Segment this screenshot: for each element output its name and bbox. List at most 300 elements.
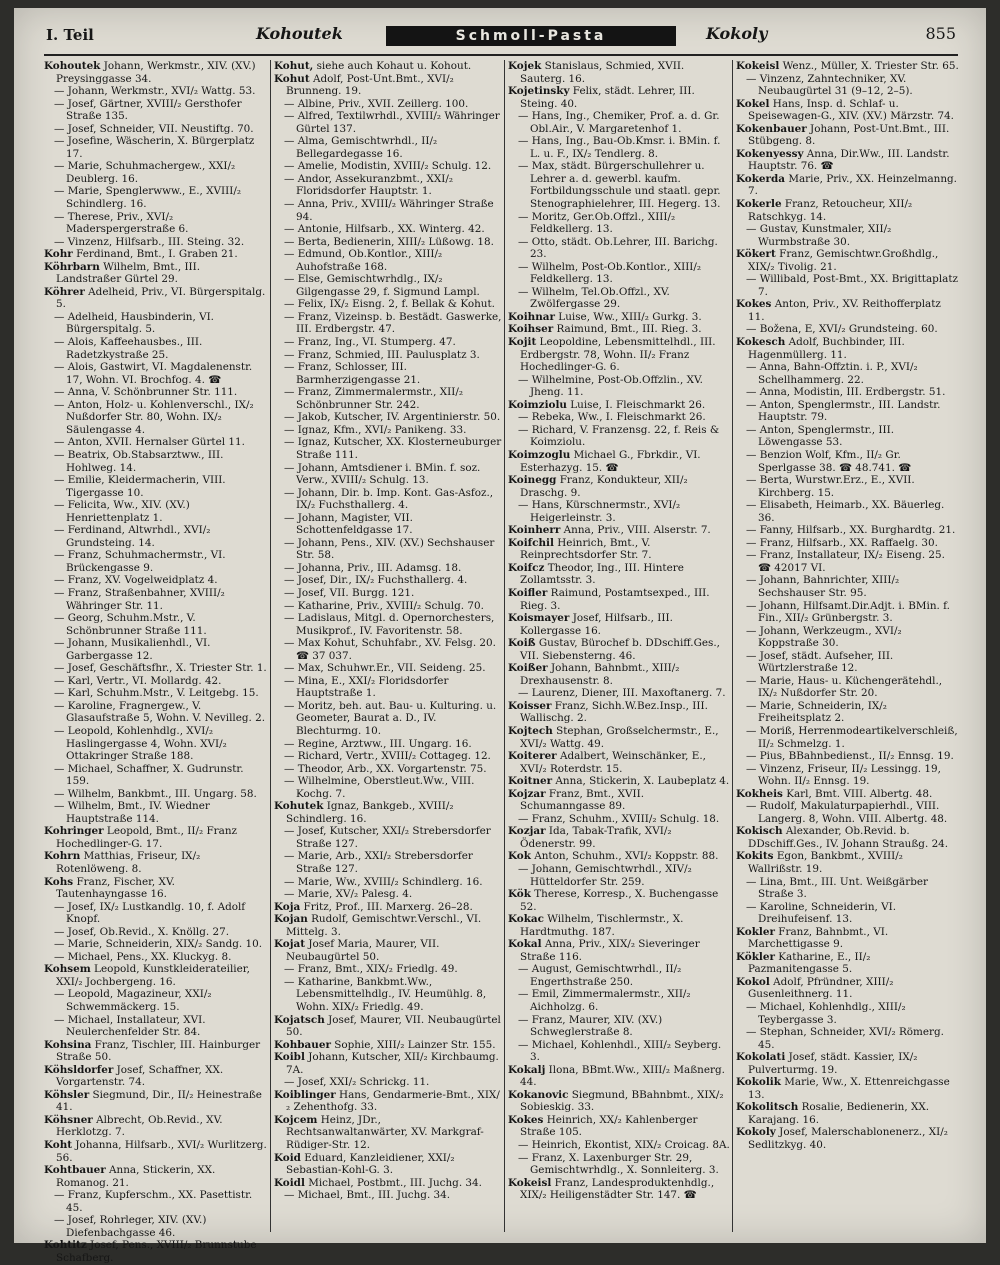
entry-details: — Franz, Kupferschm., XX. Pasettistr. 45. (54, 1189, 253, 1214)
directory-entry (44, 336, 268, 361)
directory-entry (274, 236, 502, 249)
entry-details: — Vinzenz, Zahntechniker, XV. Neubaugürtel 31 (9–12, 2–5). (746, 72, 913, 98)
entry-details: — Anna, Priv., XVIII/₂ Währinger Straße 94. (284, 198, 494, 223)
directory-entry (736, 336, 960, 361)
directory-entry (508, 913, 730, 938)
entry-surname: Koifler (508, 586, 548, 599)
directory-entry (274, 825, 502, 850)
entry-details: Wenz., Müller, X. Triester Str. 65. (779, 60, 959, 72)
directory-entry (274, 73, 502, 98)
entry-details: Heinz, JDr., Rechtsanwaltanwärter, XV. Markgraf-Rüdiger-Str. 12. (286, 1113, 484, 1152)
entry-surname: Kozjar (508, 825, 546, 838)
directory-entry (736, 173, 960, 198)
entry-details: Josef, Schaffner, XX. Vorgartenstr. 74. (56, 1063, 224, 1089)
entry-details: — Johann, Gemischtwrhdl., XIV/₂ Hütteldorfer Str. 259. (518, 863, 692, 888)
entry-details: Stephan, Großselchermstr., E., XVI/₂ Wattg. 49. (520, 724, 719, 750)
directory-entry (44, 549, 268, 574)
directory-entry (736, 474, 960, 499)
directory-entry (736, 499, 960, 524)
entry-surname: Kojatsch (274, 1013, 325, 1026)
entry-details: Stanislaus, Schmied, XVII. Sauterg. 16. (520, 60, 685, 85)
entry-details: — Marie, Spenglerwww., E., XVIII/₂ Schindlerg. 16. (54, 185, 242, 211)
directory-page (14, 8, 986, 1264)
column-2 (274, 60, 502, 1235)
entry-details: — Laurenz, Diener, III. Maxoftanerg. 7. (518, 687, 726, 700)
entry-details: — Moriß, Herrenmodeartikelverschleiß, II/₂ Schmelzg. 1. (746, 724, 958, 750)
entry-details: Anton, Priv., XV. Reithofferplatz 11. (748, 298, 941, 323)
entry-details: — Johann, Hilfsamt.Dir.Adjt. i. BMin. f. Fin., XII/₂ Grünbergstr. 3. (746, 599, 950, 625)
entry-details: — Marie, Schneiderin, IX/₂ Freiheitsplatz 2. (746, 699, 887, 725)
entry-details: — Franz, Schuhm., XVIII/₂ Schulg. 18. (518, 812, 720, 825)
directory-entry (44, 386, 268, 399)
entry-details: — Božena, E, XVI/₂ Grundsteing. 60. (746, 323, 938, 336)
entry-details: — Wilhelm, Bmt., IV. Wiedner Hauptstraße 114. (54, 800, 210, 825)
directory-entry (44, 1139, 268, 1164)
directory-entry (274, 1152, 502, 1177)
entry-surname: Kohbauer (274, 1038, 331, 1051)
entry-details: Franz, Gemischtwr.Großhdlg., XIX/₂ Tivolig. 21. (748, 248, 939, 273)
entry-surname: Koht (44, 1139, 73, 1152)
directory-entry (274, 738, 502, 751)
directory-entry (44, 637, 268, 662)
entry-details: Anna, Dir.Ww., III. Landstr. Hauptstr. 76. ☎ (748, 147, 950, 173)
directory-entry (274, 876, 502, 889)
directory-entry (508, 1039, 730, 1064)
entry-surname: Koismayer (508, 612, 570, 625)
entry-surname: Kokenyessy (736, 147, 804, 160)
entry-surname: Kokler (736, 925, 775, 938)
entry-details: — Michael, Kohlenhdlg., XIII/₂ Teybergasse 3. (746, 1001, 906, 1026)
entry-surname: Koimziolu (508, 398, 567, 411)
entry-details: Karl, Bmt. VIII. Albertg. 48. (782, 787, 933, 800)
page-number: 855 (925, 24, 956, 43)
entry-details: — Emil, Zimmermalermstr., XII/₂ Aichholzg. 6. (518, 988, 691, 1014)
entry-details: Therese, Korresp., X. Buchengasse 52. (520, 888, 719, 913)
entry-details: — Berta, Wurstwr.Erz., E., XVII. Kirchberg. 15. (746, 474, 915, 499)
entry-details: — Anna, Bahn-Offztin. i. P., XVI/₂ Schellhammerg. 22. (746, 361, 918, 386)
directory-entry (508, 311, 730, 324)
directory-entry (274, 298, 502, 311)
entry-details: — Berta, Bedienerin, XIII/₂ Lüßowg. 18. (284, 235, 494, 248)
directory-entry (44, 612, 268, 637)
directory-entry (736, 148, 960, 173)
entry-details: — Vinzenz, Friseur, II/₂ Lessingg. 19, Wohn. II/₂ Ennsg. 19. (746, 762, 941, 788)
entry-details: Marie, Ww., X. Ettenreichgasse 13. (748, 1076, 950, 1101)
entry-details: — Moritz, Ger.Ob.Offzl., XIII/₂ Feldkellerg. 13. (518, 210, 676, 236)
entry-details: — Johann, Bahnrichter, XIII/₂ Sechshauser Str. 95. (746, 574, 900, 599)
entry-details: — Josef, Rohrleger, XIV. (XV.) Diefenbachgasse 46. (54, 1214, 207, 1239)
directory-entry (274, 1076, 502, 1089)
directory-entry (274, 273, 502, 298)
entry-surname: Kohut (274, 72, 310, 85)
entry-surname: Kohtitz (44, 1239, 87, 1252)
entry-details: — Mina, E., XXI/₂ Floridsdorfer Hauptstraße 1. (284, 674, 449, 700)
entry-details: — Amelie, Modistin, XVIII/₂ Schulg. 12. (284, 160, 492, 173)
directory-entry (508, 825, 730, 850)
directory-entry (274, 512, 502, 537)
entry-details: — Marie, Schneiderin, XIX/₂ Sandg. 10. (54, 938, 263, 951)
entry-details: Gustav, Bürochef b. DDschiff.Ges., VII. Siebensterng. 46. (520, 637, 720, 662)
entry-details: Anna, Stickerin, XX. Romanog. 21. (56, 1164, 216, 1189)
directory-entry (508, 537, 730, 562)
directory-entry (44, 574, 268, 587)
directory-entry (44, 123, 268, 136)
entry-surname: Kojetinsky (508, 85, 570, 98)
column-1 (44, 60, 268, 1264)
entry-details: — Johann, Amtsdiener i. BMin. f. soz. Verw., XVIII/₂ Schulg. 13. (284, 461, 481, 487)
directory-entry (274, 336, 502, 349)
directory-entry (44, 499, 268, 524)
entry-details: — Josef, städt. Aufseher, III. Würtzlerstraße 12. (746, 649, 894, 675)
directory-entry (508, 562, 730, 587)
entry-surname: Koihser (508, 323, 554, 336)
entry-details: — Richard, V. Franzensg. 22, f. Reis & Koimziolu. (518, 423, 720, 449)
entry-details: Franz, Sichh.W.Bez.Insp., III. Wallischg. 2. (520, 699, 708, 725)
directory-entry (736, 449, 960, 474)
entry-details: — Franz, Ing., VI. Stumperg. 47. (284, 336, 456, 349)
directory-entry (44, 687, 268, 700)
directory-entry (736, 926, 960, 951)
directory-entry (274, 675, 502, 700)
entry-details: — Georg, Schuhm.Mstr., V. Schönbrunner Straße 111. (54, 612, 207, 637)
directory-entry (44, 1164, 268, 1189)
entry-surname: Koidl (274, 1176, 305, 1189)
directory-entry (508, 863, 730, 888)
entry-details: — Franz, Bmt., XIX/₂ Friedlg. 49. (284, 963, 458, 976)
directory-entry (274, 612, 502, 637)
directory-entry (508, 888, 730, 913)
entry-details: Heinrich, Bmt., V. Reinprechtsdorfer Str. 7. (520, 536, 652, 562)
entry-surname: Kokes (736, 298, 772, 311)
directory-entry (736, 248, 960, 273)
entry-details: — Josef, Dir., IX/₂ Fuchsthallerg. 4. (284, 574, 468, 587)
directory-entry (508, 1089, 730, 1114)
entry-surname: Koisser (508, 699, 552, 712)
entry-details: — Michael, Schaffner, X. Gudrunstr. 159. (54, 762, 244, 788)
entry-details: — Franz, Hilfsarb., XX. Raffaelg. 30. (746, 536, 938, 549)
entry-details: — Josef, Schneider, VII. Neustiftg. 70. (54, 122, 254, 135)
directory-entry (736, 763, 960, 788)
entry-details: — Ladislaus, Mitgl. d. Opernorchesters, Musikprof., IV. Favoritenstr. 58. (284, 612, 495, 637)
entry-details: — Regine, Arztww., III. Ungarg. 16. (284, 737, 472, 750)
entry-details: — Hans, Kürschnermstr., XVI/₂ Heigerleinstr. 3. (518, 499, 681, 524)
entry-details: Egon, Bankbmt., XVIII/₂ Wallrißstr. 19. (748, 850, 903, 875)
directory-entry (44, 876, 268, 901)
entry-details: — Jakob, Kutscher, IV. Argentinierstr. 50. (284, 411, 501, 424)
directory-entry (274, 637, 502, 662)
entry-details: Siegmund, BBahnbmt., XIX/₂ Sobieskig. 33. (520, 1088, 724, 1114)
entry-details: Johann, Werkmstr., XIV. (XV.) Preysinggasse 34. (56, 60, 256, 85)
entry-surname: Kohringer (44, 825, 104, 838)
directory-entry (508, 1152, 730, 1177)
directory-entry (508, 135, 730, 160)
directory-entry (508, 963, 730, 988)
entry-details: — Pius, BBahnbedienst., II/₂ Ennsg. 19. (746, 750, 954, 763)
entry-details: Alexander, Ob.Revid. b. DDschiff.Ges., IV. Johann Straußg. 24. (748, 825, 949, 850)
directory-entry (736, 1101, 960, 1126)
directory-entry (736, 73, 960, 98)
entry-surname: Kokol (736, 975, 770, 988)
entry-details: — Karoline, Schneiderin, VI. Dreihufeisenf. 13. (746, 900, 897, 926)
entry-surname: Kohsem (44, 963, 91, 976)
entry-details: — August, Gemischtwrhdl., II/₂ Engerthstraße 250. (518, 963, 682, 988)
entry-details: Josef, Pens., XVIII/₂ Brunnstube Schafberg. (56, 1239, 257, 1264)
directory-entry (44, 436, 268, 449)
entry-details: — Ignaz, Kutscher, XX. Klosterneuburger Straße 111. (284, 436, 502, 461)
directory-entry (274, 349, 502, 362)
page-header (46, 24, 956, 50)
directory-entry (274, 587, 502, 600)
directory-entry (44, 800, 268, 825)
directory-entry (736, 750, 960, 763)
directory-entry (508, 662, 730, 687)
directory-entry (274, 386, 502, 411)
directory-entry (44, 675, 268, 688)
directory-entry (736, 700, 960, 725)
directory-entry (44, 1014, 268, 1039)
directory-entry (274, 600, 502, 613)
entry-surname: Koiblinger (274, 1088, 336, 1101)
directory-entry (736, 901, 960, 926)
entry-surname: Kokalj (508, 1063, 546, 1076)
entry-details: — Josef, Geschäftsfhr., X. Triester Str. 1. (54, 662, 267, 675)
directory-entry (44, 261, 268, 286)
directory-entry (508, 524, 730, 537)
entry-surname: Koifcz (508, 561, 545, 574)
entry-surname: Kojit (508, 336, 537, 349)
entry-details: Marie, Priv., XX. Heinzelmanng. 7. (748, 172, 957, 198)
entry-details: — Alma, Gemischtwrhdl., II/₂ Bellegardegasse 16. (284, 135, 438, 160)
entry-surname: Kökler (736, 950, 775, 963)
directory-entry (736, 951, 960, 976)
directory-entry (508, 60, 730, 85)
entry-details: — Franz, XV. Vogelweidplatz 4. (54, 574, 218, 587)
entry-details: — Marie, XV/₂ Palesg. 4. (284, 888, 413, 901)
entry-surname: Koifchil (508, 536, 554, 549)
entry-details: — Johanna, Priv., III. Adamsg. 18. (284, 561, 462, 574)
entry-details: Anna, Priv., XIX/₂ Sieveringer Straße 116. (520, 938, 700, 963)
entry-details: Leopold, Kunstkleiderateilier, XXI/₂ Jochbergeng. 16. (56, 963, 250, 988)
entry-details: — Franz, Schlosser, III. Barmherzigengasse 21. (284, 361, 421, 386)
directory-entry (508, 85, 730, 110)
last-guide-word: Kokoly (706, 24, 768, 43)
directory-entry (508, 788, 730, 813)
entry-surname: Koibl (274, 1051, 305, 1064)
entry-details: — Max, Schuhwr.Er., VII. Seideng. 25. (284, 662, 486, 675)
entry-details: Luise, I. Fleischmarkt 26. (566, 398, 706, 411)
entry-details: Hans, Insp. d. Schlaf- u. Speisewagen-G., XIV. (XV.) Märzstr. 74. (748, 97, 954, 123)
entry-details: Adolf, Pfründner, XIII/₂ Gusenleithnerg. 11. (748, 975, 894, 1001)
directory-entry (736, 1001, 960, 1026)
directory-entry (736, 1126, 960, 1151)
directory-entry (274, 537, 502, 562)
directory-entry (274, 938, 502, 963)
entry-details: — Franz, Vizeinsp. b. Bestädt. Gaswerke, III. Erdbergstr. 47. (284, 310, 502, 336)
column-4 (736, 60, 960, 1235)
directory-entry (44, 926, 268, 939)
entry-surname: Kokanovic (508, 1088, 569, 1101)
directory-entry (274, 888, 502, 901)
directory-entry (508, 750, 730, 775)
entry-details: Katharine, E., II/₂ Pazmanitengasse 5. (748, 950, 871, 976)
directory-entry (274, 173, 502, 198)
entry-details: Adalbert, Weinschänker, E., XVI/₂ Roterdstr. 15. (520, 750, 706, 775)
entry-surname: Kojat (274, 938, 306, 951)
directory-entry (508, 323, 730, 336)
entry-surname: Kohoutek (44, 60, 101, 72)
entry-details: — Elisabeth, Heimarb., XX. Bäuerleg. 36. (746, 499, 945, 524)
directory-entry (508, 1177, 730, 1202)
entry-surname: Kohs (44, 875, 74, 888)
entry-details: Franz, Landesproduktenhdlg., XIX/₂ Heiligenstädter Str. 147. ☎ (520, 1176, 715, 1202)
directory-entry (508, 687, 730, 700)
entry-details: — Rebeka, Ww., I. Fleischmarkt 26. (518, 411, 706, 424)
directory-entry (44, 474, 268, 499)
entry-details: — Anna, Modistin, III. Erdbergstr. 51. (746, 386, 946, 399)
entry-details: Ilona, BBmt.Ww., XIII/₂ Maßnerg. 44. (520, 1063, 725, 1089)
header-rule (44, 54, 958, 56)
directory-entry (44, 850, 268, 875)
entry-details: — Alois, Gastwirt, VI. Magdalenenstr. 17, Wohn. VI. Brochfog. 4. ☎ (54, 361, 253, 386)
entry-details: — Marie, Ww., XVIII/₂ Schindlerg. 16. (284, 875, 483, 888)
entry-details: — Karoline, Fragnergew., V. Glasaufstraße 5, Wohn. V. Nevilleg. 2. (54, 699, 266, 725)
directory-entry (44, 1114, 268, 1139)
entry-surname: Koinherr (508, 524, 561, 537)
directory-entry (508, 261, 730, 286)
directory-entry (508, 411, 730, 424)
directory-entry (736, 298, 960, 323)
directory-entry (274, 1114, 502, 1152)
entry-details: — Anna, V. Schönbrunner Str. 111. (54, 386, 238, 399)
directory-entry (274, 1177, 502, 1190)
directory-entry (274, 198, 502, 223)
directory-entry (44, 938, 268, 951)
entry-details: — Ferdinand, Altwrhdl., XVI/₂ Grundsteing. 14. (54, 524, 211, 549)
entry-details: Johanna, Hilfsarb., XVI/₂ Wurlitzerg. 56. (56, 1139, 267, 1164)
directory-entry (44, 160, 268, 185)
directory-entry (274, 562, 502, 575)
directory-entry (44, 700, 268, 725)
directory-entry (44, 963, 268, 988)
entry-details: — Franz, Installateur, IX/₂ Eiseng. 25. ☎ 42017 VI. (746, 549, 945, 574)
entry-details: Wilhelm, Bmt., III. Landstraßer Gürtel 29. (56, 260, 201, 286)
entry-surname: Kojan (274, 913, 308, 926)
entry-details: — Anton, Spenglermstr., III. Landstr. Hauptstr. 79. (746, 398, 941, 424)
entry-details: — Vinzenz, Hilfsarb., III. Steing. 32. (54, 235, 245, 248)
entry-details: Luise, Ww., XIII/₂ Gurkg. 3. (555, 310, 702, 323)
entry-surname: Koitner (508, 775, 553, 788)
directory-entry (736, 976, 960, 1001)
entry-details: Johann, Bahnbmt., XIII/₂ Drexhausenstr. 8. (520, 662, 680, 687)
entry-details: — Josef, VII. Burgg. 121. (284, 586, 415, 599)
entry-details: — Adelheid, Hausbinderin, VI. Bürgerspitalg. 5. (54, 310, 214, 336)
entry-details: — Franz, X. Laxenburger Str. 29, Gemischtwrhdlg., X. Sonnleiterg. 3. (518, 1151, 719, 1177)
entry-details: — Josef, IX/₂ Lustkandlg. 10, f. Adolf Knopf. (54, 900, 246, 926)
directory-entry (44, 825, 268, 850)
entry-details: Leopoldine, Lebensmittelhdl., III. Erdbergstr. 78, Wohn. II/₂ Franz Hochedlinger-G. 6. (520, 336, 716, 374)
directory-entry (508, 637, 730, 662)
directory-entry (274, 913, 502, 938)
directory-entry (736, 537, 960, 550)
entry-details: Michael G., Fbrkdir., VI. Esterhazyg. 15. ☎ (520, 448, 701, 474)
entry-details: Anna, Stickerin, X. Laubeplatz 4. (552, 775, 730, 788)
entry-details: — Lina, Bmt., III. Unt. Weißgärber Straße 3. (746, 875, 928, 901)
entry-surname: Kokerle (736, 198, 782, 211)
entry-surname: Kohr (44, 248, 73, 261)
directory-entry (508, 374, 730, 399)
directory-entry (274, 110, 502, 135)
directory-entry (508, 211, 730, 236)
entry-surname: Kokesch (736, 336, 786, 349)
directory-entry (274, 160, 502, 173)
directory-entry (508, 988, 730, 1013)
entry-surname: Kök (508, 888, 531, 901)
directory-entry (736, 600, 960, 625)
entry-details: Franz, Kondukteur, XII/₂ Draschg. 9. (520, 474, 688, 499)
entry-surname: Kohrn (44, 850, 81, 863)
entry-details: Theodor, Ing., III. Hintere Zollamtsstr. 3. (520, 561, 684, 587)
directory-entry (736, 399, 960, 424)
entry-details: Matthias, Friseur, IX/₂ Rotenlöweng. 8. (56, 850, 201, 875)
entry-surname: Kokolati (736, 1051, 786, 1064)
entry-details: — Michael, Bmt., III. Juchg. 34. (284, 1189, 451, 1202)
directory-entry (44, 662, 268, 675)
entry-details: — Josefine, Wäscherin, X. Bürgerplatz 17. (54, 135, 255, 160)
entry-details: — Hans, Ing., Bau-Ob.Kmsr. i. BMin. f. L. u. F., IX/₂ Tendlerg. 8. (518, 135, 721, 160)
entry-surname: Koinegg (508, 474, 557, 487)
directory-entry (736, 98, 960, 123)
entry-details: — Ignaz, Kfm., XVI/₂ Panikeng. 33. (284, 423, 467, 436)
directory-entry (44, 1064, 268, 1089)
directory-entry (274, 1089, 502, 1114)
entry-details: — Fanny, Hilfsarb., XX. Burghardtg. 21. (746, 524, 956, 537)
entry-details: — Else, Gemischtwrhdlg., IX/₂ Gilgengasse 29, f. Sigmund Lampl. (284, 273, 480, 298)
entry-details: Ferdinand, Bmt., I. Graben 21. (72, 248, 238, 261)
directory-entry (736, 725, 960, 750)
entry-details: Fritz, Prof., III. Marxerg. 26–28. (300, 900, 473, 913)
entry-details: — Wilhelm, Tel.Ob.Offzl., XV. Zwölfergasse 29. (518, 285, 670, 311)
entry-surname: Kok (508, 850, 531, 863)
directory-entry (736, 800, 960, 825)
entry-details: Felix, städt. Lehrer, III. Steing. 40. (520, 85, 695, 110)
entry-details: — Johann, Magister, VII. Schottenfeldgasse 17. (284, 511, 413, 537)
entry-details: Johann, Kutscher, XII/₂ Kirchbaumg. 7A. (286, 1051, 499, 1076)
entry-surname: Kokel (736, 97, 770, 110)
directory-entry (508, 1114, 730, 1139)
directory-entry (508, 110, 730, 135)
entry-details: — Franz, Straßenbahner, XVIII/₂ Währinger Str. 11. (54, 586, 225, 612)
entry-surname: Kokisch (736, 825, 783, 838)
directory-entry (736, 60, 960, 73)
directory-entry (274, 424, 502, 437)
entry-surname: Koiterer (508, 750, 557, 763)
directory-entry (508, 499, 730, 524)
directory-entry (736, 323, 960, 336)
directory-entry (274, 850, 502, 875)
entry-surname: Kojzar (508, 787, 546, 800)
directory-entry (274, 361, 502, 386)
entry-details: — Anton, XVII. Hernalser Gürtel 11. (54, 436, 245, 449)
entry-details: Josef Maria, Maurer, VII. Neubaugürtel 50. (286, 938, 440, 963)
entry-details: — Alfred, Textilwrhdl., XVIII/₂ Währinger Gürtel 137. (284, 110, 500, 135)
entry-details: Raimund, Postamtsexped., III. Rieg. 3. (520, 586, 710, 612)
directory-entry (736, 223, 960, 248)
directory-entry (274, 1189, 502, 1202)
entry-surname: Kokolik (736, 1076, 781, 1089)
entry-details: Eduard, Kanzleidiener, XXI/₂ Sebastian-Kohl-G. 3. (286, 1151, 455, 1177)
directory-entry (508, 725, 730, 750)
directory-entry (44, 1239, 268, 1264)
